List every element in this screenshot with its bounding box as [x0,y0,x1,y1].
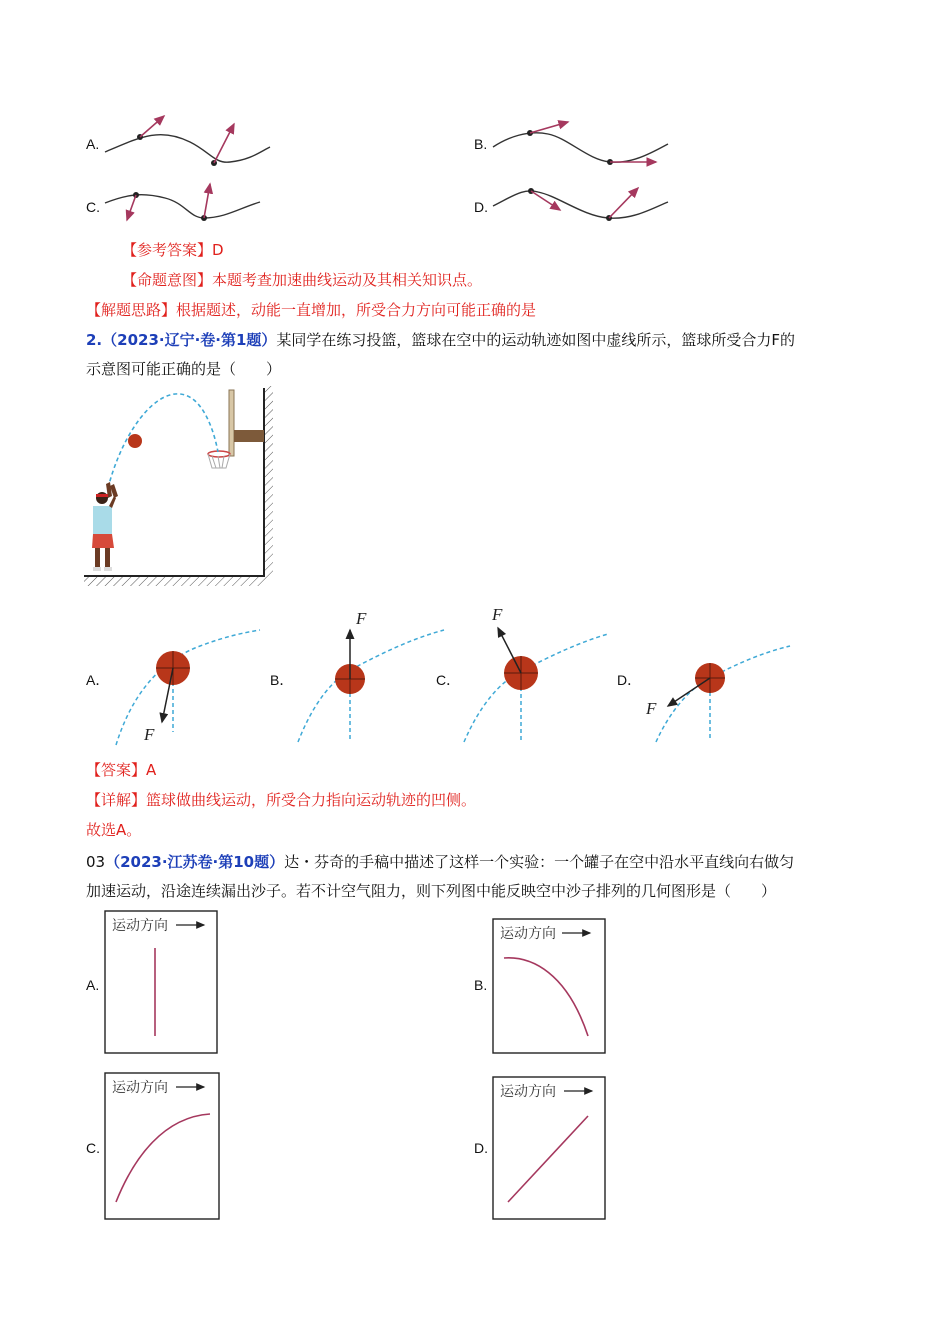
q3-text: 达・芬奇的手稿中描述了这样一个实验：一个罐子在空中沿水平直线向右做匀 [284,853,795,871]
force-vector [530,122,568,133]
q2-option-b-label: B． [270,672,294,688]
q3-source: （2023·江苏卷·第10题） [105,853,285,871]
q1-option-d-label: D. [474,199,488,215]
q2-source: （2023·辽宁·卷·第1题） [102,331,277,349]
direction-label: 运动方向 [112,918,168,934]
wall-hatch [264,386,273,578]
q2-option-c-figure [460,600,620,746]
basketball-scene [84,386,274,592]
backboard [229,390,234,456]
ball-trajectory [108,394,218,488]
q1-option-d-figure [488,178,678,230]
q3-option-d-label: D. [474,1140,488,1156]
trajectory [656,646,790,742]
q2-detail: 【详解】篮球做曲线运动，所受合力指向运动轨迹的凹侧。 [86,791,477,809]
trajectory [116,630,260,745]
q3-option-c-figure [104,1072,220,1220]
q3-number: 03 [86,853,106,871]
hoop-support [234,430,264,442]
q3-stem-line2: 加速运动，沿途连续漏出沙子。若不计空气阻力，则下列图中能反映空中沙子排列的几何图形是（ ） [86,882,777,900]
q2-conclusion: 故选A。 [86,821,142,839]
q3-option-b-label: B. [474,977,488,993]
q1-option-b-label: B. [474,136,488,152]
force-vector [140,116,164,137]
q3-option-d-figure [492,1076,606,1220]
force-label: F [356,609,367,628]
q3-option-a-figure [104,910,218,1054]
q2-option-a-figure [110,620,270,750]
force-vector [204,184,210,218]
q2-text: 某同学在练习投篮，篮球在空中的运动轨迹如图中虚线所示，篮球所受合力F的 [276,331,796,349]
force-vector [127,195,136,220]
force-label: F [144,725,155,744]
q2-answer: 【答案】A [86,761,157,779]
q1-option-b-figure [488,112,678,172]
trajectory [464,634,608,742]
force-vector [214,124,234,163]
force-vector [609,188,638,218]
trajectory [298,630,444,742]
basketball [128,434,142,448]
trajectory-curve [105,135,270,163]
q3-option-a-label: A. [86,977,100,993]
player-figure [92,482,118,571]
q2-option-d-figure [640,636,800,746]
trajectory-curve [493,133,668,162]
q1-option-a-figure [100,112,280,172]
direction-label: 运动方向 [112,1080,168,1096]
q1-option-a-label: A. [86,136,100,152]
ground-hatch [84,576,266,586]
q3-option-c-label: C. [86,1140,100,1156]
q2-stem-line2: 示意图可能正确的是（ ） [86,360,282,378]
hoop-rim [208,451,230,457]
q1-reference-answer: 【参考答案】D [122,241,224,259]
force-label: F [646,699,657,718]
q1-option-c-figure [100,178,280,230]
q2-option-b-figure [294,606,454,746]
q2-option-a-label: A． [86,672,110,688]
q1-approach: 【解题思路】根据题述，动能一直增加，所受合力方向可能正确的是 [86,301,537,319]
q2-stem-line1 [86,329,795,351]
direction-label: 运动方向 [500,926,556,942]
trajectory-curve [493,191,668,218]
direction-label: 运动方向 [500,1084,556,1100]
force-vector [668,678,710,706]
q2-option-c-label: C． [436,672,461,688]
q2-number: 2. [86,331,103,349]
q1-intent: 【命题意图】本题考查加速曲线运动及其相关知识点。 [122,271,483,289]
force-label: F [492,605,503,624]
q2-option-d-label: D． [617,672,642,688]
q3-stem-line1 [86,851,794,873]
q1-option-c-label: C. [86,199,100,215]
q3-option-b-figure [492,918,606,1054]
